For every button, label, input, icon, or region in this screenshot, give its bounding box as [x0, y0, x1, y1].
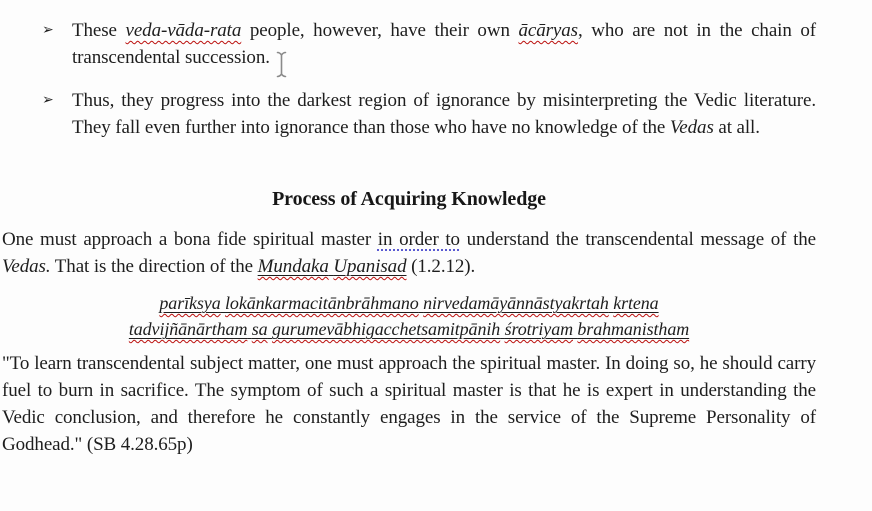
bullet-arrow-icon: ➢: [42, 22, 54, 38]
sanskrit-verse[interactable]: [2, 290, 816, 342]
bullet-arrow-icon: ➢: [42, 92, 54, 108]
bullet-item[interactable]: [42, 87, 816, 141]
verse-line[interactable]: parīksya lokānkarmacitānbrāhmano nirvedamāyānnāstyakrtah krtena: [159, 293, 659, 313]
bullet-item[interactable]: [42, 17, 816, 71]
text-cursor-icon: [276, 51, 287, 78]
quote-paragraph[interactable]: "To learn transcendental subject matter, one must approach the spiritual master. In doing so, he should carry fuel to burn in sacrifice. The symptom of such a spiritual master is that he is expert in understanding the Vedic conclusion, and therefore he constantly engages in the service of the Supreme Personality of Godhead." (SB 4.28.65p): [2, 353, 816, 455]
verse-line[interactable]: tadvijñānārtham sa gurumevābhigacchetsamitpānih śrotriyam brahmanistham: [128, 319, 690, 339]
bullet-text-darkest-region[interactable]: Thus, they progress into the darkest region of ignorance by misinterpreting the Vedic literature. They fall even further into ignorance than those who have no knowledge of the Vedas at all.: [72, 90, 816, 138]
section-heading[interactable]: Process of Acquiring Knowledge: [272, 188, 546, 210]
body-paragraph[interactable]: One must approach a bona fide spiritual master in order to understand the transcendental message of the Vedas. That is the direction of the Mundaka Upanisad (1.2.12).: [2, 229, 816, 277]
bullet-text-veda-vada-rata[interactable]: These veda-vāda-rata people, however, have their own ācāryas, who are not in the chain of transcendental succession.: [72, 20, 816, 68]
